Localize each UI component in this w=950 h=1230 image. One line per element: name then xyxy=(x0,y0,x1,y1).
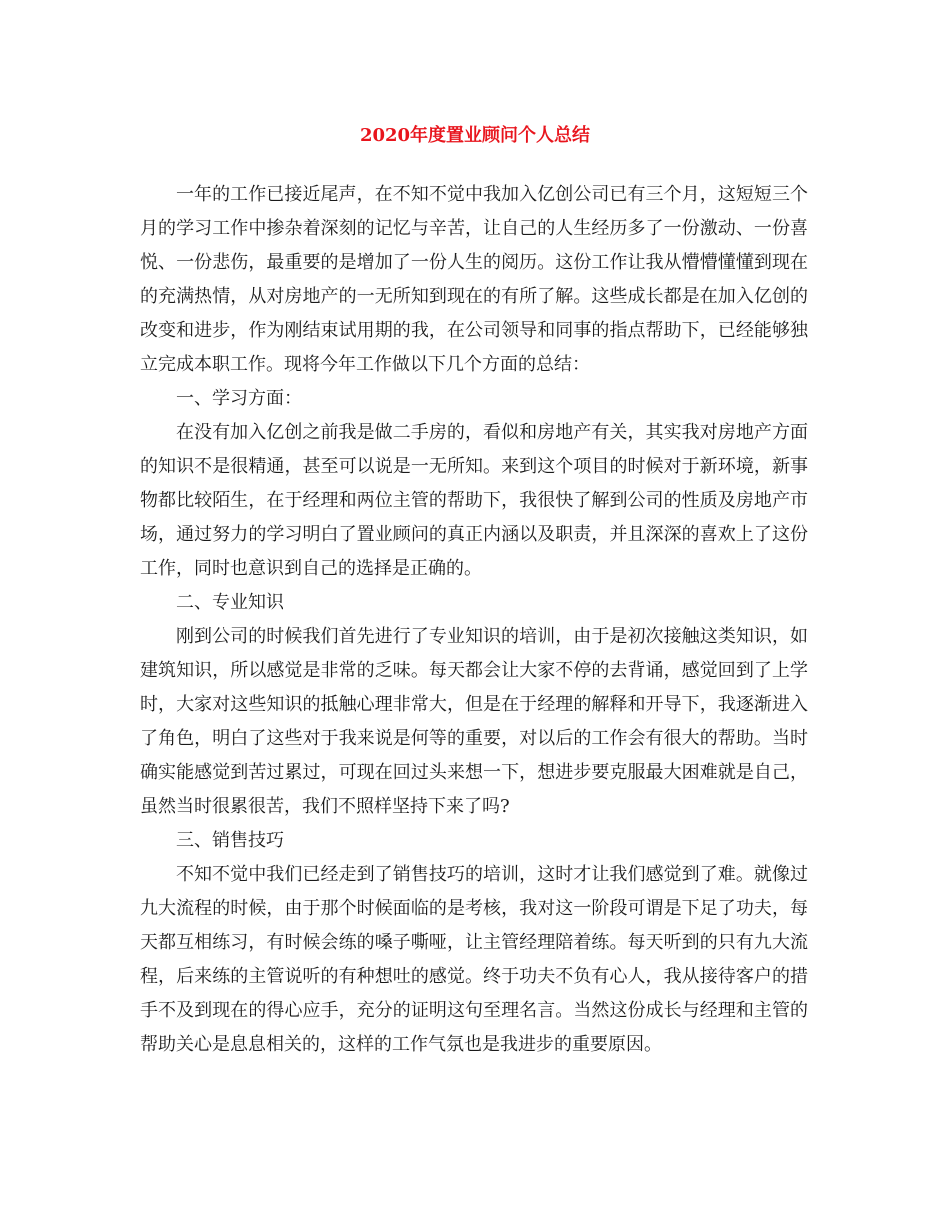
document-body xyxy=(140,178,808,1062)
document-title: 2020年度置业顾问个人总结 xyxy=(359,125,591,146)
section-paragraph-study: 在没有加入亿创之前我是做二手房的，看似和房地产有关，其实我对房地产方面的知识不是很精通，甚至可以说是一无所知。来到这个项目的时候对于新环境，新事物都比较陌生，在于经理和两位主管的帮助下，我很快了解到公司的性质及房地产市场，通过努力的学习明白了置业顾问的真正内涵以及职责，并且深深的喜欢上了这份工作，同时也意识到自己的选择是正确的。 xyxy=(140,422,808,579)
section-heading-study: 一、学习方面： xyxy=(176,388,302,409)
section-heading-sales: 三、销售技巧 xyxy=(176,830,284,851)
section-heading-knowledge: 二、专业知识 xyxy=(176,592,284,613)
intro-paragraph: 一年的工作已接近尾声，在不知不觉中我加入亿创公司已有三个月，这短短三个月的学习工作中掺杂着深刻的记忆与辛苦，让自己的人生经历多了一份激动、一份喜悦、一份悲伤，最重要的是增加了一份人生的阅历。这份工作让我从懵懵懂懂到现在的充满热情，从对房地产的一无所知到现在的有所了解。这些成长都是在加入亿创的改变和进步，作为刚结束试用期的我，在公司领导和同事的指点帮助下，已经能够独立完成本职工作。现将今年工作做以下几个方面的总结： xyxy=(140,184,808,375)
section-paragraph-knowledge: 刚到公司的时候我们首先进行了专业知识的培训，由于是初次接触这类知识，如建筑知识，所以感觉是非常的乏味。每天都会让大家不停的去背诵，感觉回到了上学时，大家对这些知识的抵触心理非常大，但是在于经理的解释和开导下，我逐渐进入了角色，明白了这些对于我来说是何等的重要，对以后的工作会有很大的帮助。当时确实能感觉到苦过累过，可现在回过头来想一下，想进步要克服最大困难就是自己，虽然当时很累很苦，我们不照样坚持下来了吗? xyxy=(140,626,808,817)
section-paragraph-sales: 不知不觉中我们已经走到了销售技巧的培训，这时才让我们感觉到了难。就像过九大流程的时候，由于那个时候面临的是考核，我对这一阶段可谓是下足了功夫，每天都互相练习，有时候会练的嗓子嘶哑，让主管经理陪着练。每天听到的只有九大流程，后来练的主管说听的有种想吐的感觉。终于功夫不负有心人，我从接待客户的措手不及到现在的得心应手，充分的证明这句至理名言。当然这份成长与经理和主管的帮助关心是息息相关的，这样的工作气氛也是我进步的重要原因。 xyxy=(140,864,808,1055)
